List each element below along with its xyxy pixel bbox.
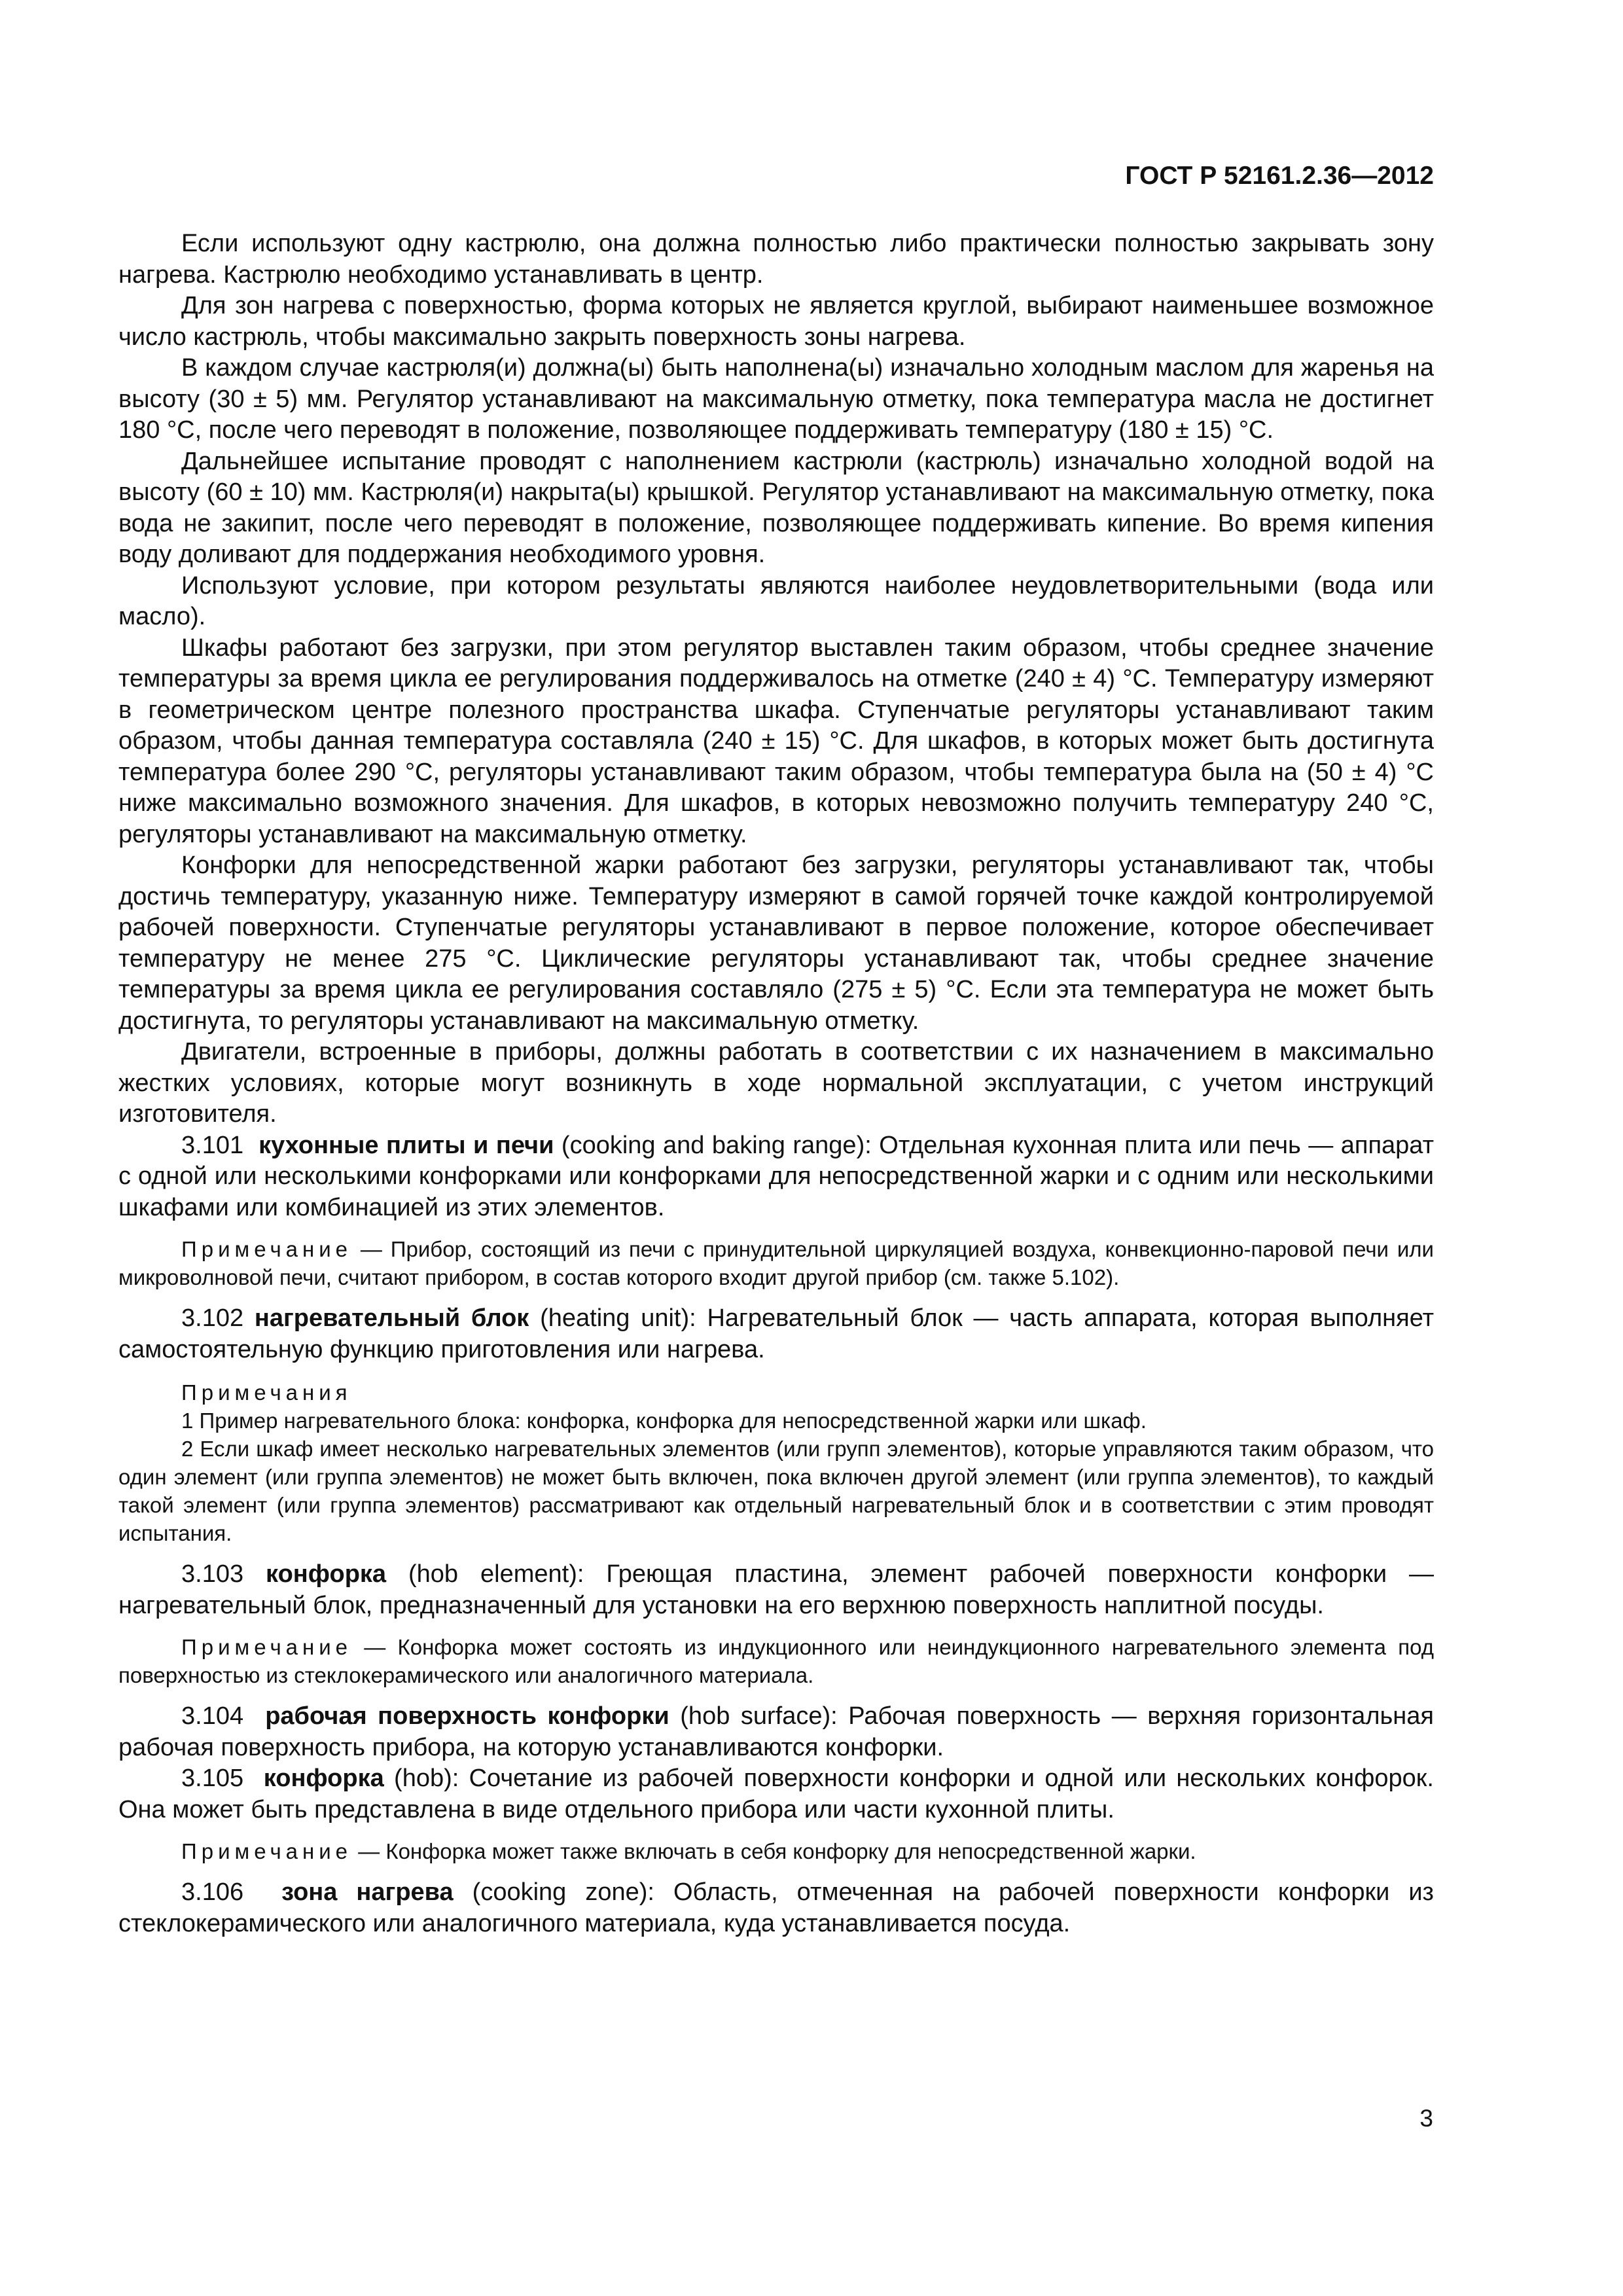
note-label: Примечание	[181, 1237, 353, 1261]
note-label: Примечание	[181, 1635, 353, 1659]
definition-number: 3.105	[181, 1765, 244, 1792]
note-item-2: 2 Если шкаф имеет несколько нагревательных элементов (или групп элементов), которые управляются таким образом, что один элемент (или группа элементов) не может быть включен, пока включен другой элемент (или группа элементов), то каждый такой элемент (или группа элементов) рассматривают как отдельный нагревательный блок и в соответствии с этим проводят испытания.	[118, 1437, 1434, 1545]
definition-term: зона нагрева	[281, 1878, 454, 1906]
definition-number: 3.106	[181, 1878, 244, 1906]
definition-term: конфорка	[266, 1560, 387, 1588]
note-text: — Конфорка может также включать в себя конфорку для непосредственной жарки.	[352, 1839, 1196, 1863]
definition-term: рабочая поверхность конфорки	[265, 1702, 669, 1730]
paragraph-motors: Двигатели, встроенные в приборы, должны работать в соответствии с их назначением в максимально жестких условиях, которые могут возникнуть в ходе нормальной эксплуатации, с учетом инструкций изготовителя.	[118, 1038, 1434, 1128]
definition-3-102	[118, 1303, 1434, 1365]
definition-text: (hob surface): Рабочая поверхность — верхняя горизонтальная рабочая поверхность прибора, на которую устанавливаются конфорки.	[118, 1702, 1434, 1761]
definition-term: конфорка	[263, 1765, 384, 1792]
definition-text: (heating unit): Нагревательный блок — часть аппарата, которая выполняет самостоятельную функцию приготовления или нагрева.	[118, 1304, 1434, 1363]
definition-3-101	[118, 1130, 1434, 1224]
note-label: Примечание	[181, 1839, 353, 1863]
definition-number: 3.104	[181, 1702, 244, 1730]
definition-term: нагревательный блок	[254, 1304, 529, 1332]
definition-number: 3.103	[181, 1560, 244, 1588]
note-item-1: 1 Пример нагревательного блока: конфорка, конфорка для непосредственной жарки или шкаф.	[181, 1408, 1147, 1433]
document-page	[118, 160, 1434, 1939]
paragraph-water-test: Дальнейшее испытание проводят с наполнением кастрюли (кастрюль) изначально холодной водой на высоту (60 ± 10) мм. Кастрюля(и) накрыта(ы) крышкой. Регулятор устанавливают на максимальную отметку, пока вода не закипит, после чего переводят в положение, позволяющее поддерживать кипение. Во время кипения воду доливают для поддержания необходимого уровня.	[118, 447, 1434, 568]
note-3-103	[118, 1633, 1434, 1689]
document-code: ГОСТ Р 52161.2.36—2012	[1125, 162, 1434, 190]
definition-number: 3.102	[181, 1304, 244, 1332]
note-3-101	[118, 1235, 1434, 1291]
page-number: 3	[1419, 2105, 1433, 2132]
paragraph-noncircular-zones: Для зон нагрева с поверхностью, форма которых не является круглой, выбирают наименьшее возможное число кастрюль, чтобы максимально закрыть поверхность зоны нагрева.	[118, 292, 1434, 351]
definition-3-104	[118, 1701, 1434, 1763]
note-text: — Прибор, состоящий из печи с принудительной циркуляцией воздуха, конвекционно-паровой печи или микроволновой печи, считают прибором, в состав которого входит другой прибор (см. также 5.102).	[118, 1237, 1434, 1289]
note-text: — Конфорка может состоять из индукционного или неиндукционного нагревательного элемента под поверхностью из стеклокерамического или аналогичного материала.	[118, 1635, 1434, 1687]
definition-text: (cooking zone): Область, отмеченная на рабочей поверхности конфорки из стеклокерамического или аналогичного материала, куда устанавливается посуда.	[118, 1878, 1434, 1937]
definition-3-103	[118, 1559, 1434, 1621]
definition-term: кухонные плиты и печи	[259, 1131, 554, 1159]
definition-3-106	[118, 1877, 1434, 1939]
definition-text: (cooking and baking range): Отдельная кухонная плита или печь — аппарат с одной или несколькими конфорками или конфорками для непосредственной жарки и с одним или несколькими шкафами или комбинацией из этих элементов.	[118, 1131, 1434, 1221]
definition-3-105	[118, 1763, 1434, 1825]
paragraph-single-pan: Если используют одну кастрюлю, она должна полностью либо практически полностью закрывать зону нагрева. Кастрюлю необходимо устанавливать в центр.	[118, 230, 1434, 289]
notes-3-102	[118, 1378, 1434, 1547]
paragraph-worst-condition: Используют условие, при котором результаты являются наиболее неудовлетворительными (вода или масло).	[118, 571, 1434, 630]
definition-number: 3.101	[181, 1131, 244, 1159]
paragraph-ovens: Шкафы работают без загрузки, при этом регулятор выставлен таким образом, чтобы среднее значение температуры за время цикла ее регулирования поддерживалось на отметке (240 ± 4) °С. Температуру измеряют в геометрическом центре полезного пространства шкафа. Ступенчатые регуляторы устанавливают таким образом, чтобы данная температура составляла (240 ± 15) °С. Для шкафов, в которых может быть достигнута температура более 290 °С, регуляторы устанавливают таким образом, чтобы температура была на (50 ± 4) °С ниже максимально возможного значения. Для шкафов, в которых невозможно получить температуру 240 °С, регуляторы устанавливают на максимальную отметку.	[118, 634, 1434, 848]
paragraph-oil-test: В каждом случае кастрюля(и) должна(ы) быть наполнена(ы) изначально холодным маслом для жаренья на высоту (30 ± 5) мм. Регулятор устанавливают на максимальную отметку, пока температура масла не достигнет 180 °С, после чего переводят в положение, позволяющее поддерживать температуру (180 ± 15) °С.	[118, 354, 1434, 444]
definition-text: (hob element): Греющая пластина, элемент рабочей поверхности конфорки — нагревательный блок, предназначенный для установки на его верхнюю поверхность наплитной посуды.	[118, 1560, 1434, 1619]
paragraph-griddles: Конфорки для непосредственной жарки работают без загрузки, регуляторы устанавливают так, чтобы достичь температуру, указанную ниже. Температуру измеряют в самой горячей точке каждой контролируемой рабочей поверхности. Ступенчатые регуляторы устанавливают в первое положение, которое обеспечивает температуру не менее 275 °С. Циклические регуляторы устанавливают так, чтобы среднее значение температуры за время цикла ее регулирования составляло (275 ± 5) °С. Если эта температура не может быть достигнута, то регуляторы устанавливают на максимальную отметку.	[118, 852, 1434, 1035]
notes-label: Примечания	[181, 1380, 352, 1405]
note-3-105	[118, 1837, 1434, 1865]
definition-text: (hob): Сочетание из рабочей поверхности конфорки и одной или нескольких конфорок. Она может быть представлена в виде отдельного прибора или части кухонной плиты.	[118, 1765, 1434, 1823]
